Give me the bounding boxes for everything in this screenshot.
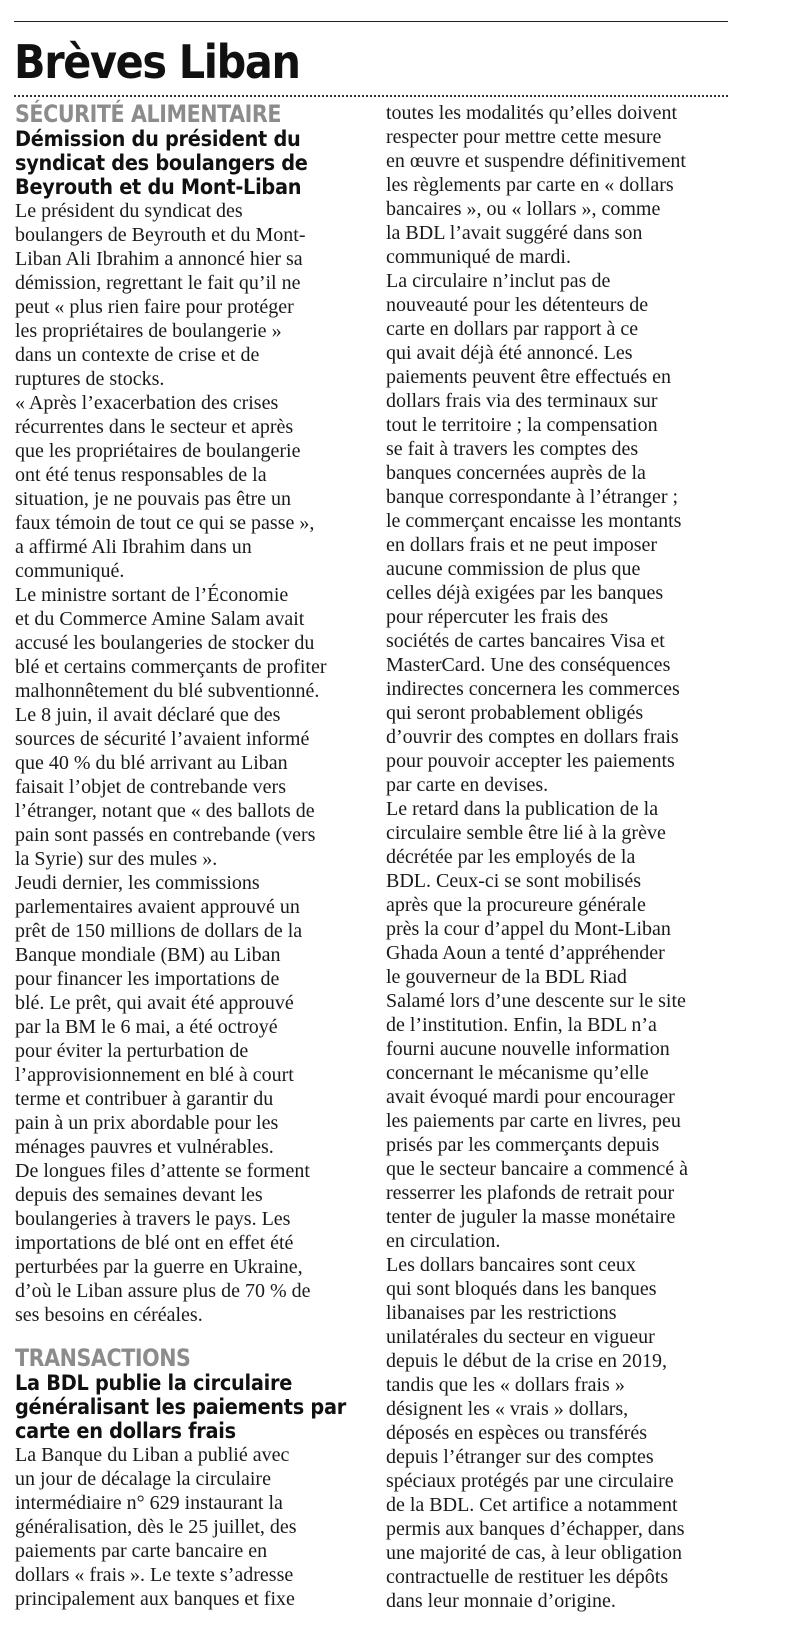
text-line: banque correspondante à l’étranger ;: [386, 486, 679, 508]
text-line: situation, je ne pouvais pas être un: [15, 488, 292, 510]
text-line: qui avait déjà été annoncé. Les: [386, 342, 633, 364]
article-transactions: [15, 1345, 360, 1611]
text-line: accusé les boulangeries de stocker du: [15, 632, 315, 654]
text-line: fourni aucune nouvelle information: [386, 1038, 670, 1060]
text-line: en dollars frais et ne peut imposer: [386, 534, 658, 556]
text-line: qui sont bloqués dans les banques: [386, 1278, 657, 1300]
text-line: boulangeries à travers le pays. Les: [15, 1208, 291, 1230]
text-line: dollars frais via des terminaux sur: [386, 390, 658, 412]
text-line: que les propriétaires de boulangerie: [15, 440, 301, 462]
text-line: sociétés de cartes bancaires Visa et: [386, 630, 665, 652]
text-line: permis aux banques d’échapper, dans: [386, 1518, 685, 1540]
text-line: Le ministre sortant de l’Économie: [15, 584, 289, 606]
text-line: d’ouvrir des comptes en dollars frais: [386, 726, 679, 748]
text-line: celles déjà exigées par les banques: [386, 582, 664, 604]
text-line: une majorité de cas, à leur obligation: [386, 1542, 683, 1564]
text-line: les paiements par carte en livres, peu: [386, 1110, 681, 1132]
text-line: concernant le mécanisme qu’elle: [386, 1062, 649, 1084]
text-line: pour pouvoir accepter les paiements: [386, 750, 675, 772]
text-line: communiqué de mardi.: [386, 246, 571, 268]
text-line: la BDL l’avait suggéré dans son: [386, 222, 643, 244]
text-line: désignent les « vrais » dollars,: [386, 1398, 629, 1420]
text-line: dans un contexte de crise et de: [15, 344, 260, 366]
text-line: décrétée par les employés de la: [386, 846, 636, 868]
text-line: de la BDL. Cet artifice a notamment: [386, 1494, 678, 1516]
article-food-security: [15, 101, 360, 1327]
text-line: pain à un prix abordable pour les: [15, 1112, 279, 1134]
text-line: en circulation.: [386, 1230, 501, 1252]
text-line: tandis que les « dollars frais »: [386, 1374, 625, 1396]
text-line: contractuelle de restituer les dépôts: [386, 1566, 669, 1588]
top-rule: [14, 21, 728, 22]
text-line: ménages pauvres et vulnérables.: [15, 1136, 274, 1158]
article-gap: [15, 1327, 360, 1345]
text-line: prisés par les commerçants depuis: [386, 1134, 660, 1156]
text-line: depuis l’étranger sur des comptes: [386, 1446, 654, 1468]
text-line: tenter de juguler la masse monétaire: [386, 1206, 676, 1228]
text-line: faux témoin de tout ce qui se passe »,: [15, 512, 315, 534]
headline-line: syndicat des boulangers de: [15, 151, 308, 175]
article-body-continued: [386, 101, 736, 1613]
text-line: ruptures de stocks.: [15, 368, 165, 390]
text-line: Jeudi dernier, les commissions: [15, 872, 260, 894]
text-line: par carte en devises.: [386, 774, 549, 796]
text-line: Le 8 juin, il avait déclaré que des: [15, 704, 281, 726]
text-line: que le secteur bancaire a commencé à: [386, 1158, 689, 1180]
text-line: avait évoqué mardi pour encourager: [386, 1086, 675, 1108]
text-line: depuis le début de la crise en 2019,: [386, 1350, 668, 1372]
text-line: BDL. Ceux-ci se sont mobilisés: [386, 870, 641, 892]
text-line: se fait à travers les comptes des: [386, 438, 639, 460]
text-line: « Après l’exacerbation des crises: [15, 392, 279, 414]
text-line: banques concernées auprès de la: [386, 462, 646, 484]
text-line: intermédiaire n° 629 instaurant la: [15, 1492, 283, 1514]
text-line: libanaises par les restrictions: [386, 1302, 617, 1324]
text-line: blé. Le prêt, qui avait été approuvé: [15, 992, 294, 1014]
text-line: MasterCard. Une des conséquences: [386, 654, 671, 676]
text-line: La Banque du Liban a publié avec: [15, 1444, 290, 1466]
text-line: depuis des semaines devant les: [15, 1184, 263, 1206]
text-line: perturbées par la guerre en Ukraine,: [15, 1256, 303, 1278]
text-line: ont été tenus responsables de la: [15, 464, 267, 486]
text-line: de l’institution. Enfin, la BDL n’a: [386, 1014, 657, 1036]
text-line: pain sont passés en contrebande (vers: [15, 824, 316, 846]
text-line: communiqué.: [15, 560, 125, 582]
text-line: a affirmé Ali Ibrahim dans un: [15, 536, 252, 558]
text-line: boulangers de Beyrouth et du Mont-: [15, 224, 306, 246]
text-line: tout le territoire ; la compensation: [386, 414, 658, 436]
text-line: unilatérales du secteur en vigueur: [386, 1326, 655, 1348]
text-line: Banque mondiale (BM) au Liban: [15, 944, 281, 966]
text-line: près la cour d’appel du Mont-Liban: [386, 918, 671, 940]
text-line: Les dollars bancaires sont ceux: [386, 1254, 636, 1276]
text-line: pour financer les importations de: [15, 968, 280, 990]
text-line: dollars « frais ». Le texte s’adresse: [15, 1564, 294, 1586]
headline-line: carte en dollars frais: [15, 1419, 236, 1443]
text-line: un jour de décalage la circulaire: [15, 1468, 271, 1490]
text-line: toutes les modalités qu’elles doivent: [386, 102, 678, 124]
text-line: Le président du syndicat des: [15, 200, 243, 222]
text-line: carte en dollars par rapport à ce: [386, 318, 639, 340]
article-headline: [15, 127, 360, 199]
text-line: aucune commission de plus que: [386, 558, 641, 580]
text-line: La circulaire n’inclut pas de: [386, 270, 611, 292]
text-line: le gouverneur de la BDL Riad: [386, 966, 627, 988]
article-kicker: TRANSACTIONS: [15, 1344, 191, 1372]
text-line: circulaire semble être lié à la grève: [386, 822, 666, 844]
text-line: nouveauté pour les détenteurs de: [386, 294, 649, 316]
text-line: paiements par carte bancaire en: [15, 1540, 268, 1562]
headline-line: Beyrouth et du Mont-Liban: [15, 175, 302, 199]
text-line: d’où le Liban assure plus de 70 % de: [15, 1280, 311, 1302]
headline-line: Démission du président du: [15, 127, 301, 151]
text-line: pour répercuter les frais des: [386, 606, 609, 628]
text-line: que 40 % du blé arrivant au Liban: [15, 752, 288, 774]
text-line: resserrer les plafonds de retrait pour: [386, 1182, 675, 1204]
article-body: [15, 1443, 360, 1611]
text-line: l’étranger, notant que « des ballots de: [15, 800, 315, 822]
text-line: démission, regrettant le fait qu’il ne: [15, 272, 301, 294]
text-line: les propriétaires de boulangerie »: [15, 320, 282, 342]
text-line: De longues files d’attente se forment: [15, 1160, 310, 1182]
text-line: récurrentes dans le secteur et après: [15, 416, 294, 438]
text-line: la Syrie) sur des mules ».: [15, 848, 218, 870]
text-line: spéciaux protégés par une circulaire: [386, 1470, 674, 1492]
article-kicker: SÉCURITÉ ALIMENTAIRE: [15, 100, 282, 128]
article-headline: [15, 1371, 360, 1443]
text-line: principalement aux banques et fixe: [15, 1588, 295, 1610]
text-line: par la BM le 6 mai, a été octroyé: [15, 1016, 278, 1038]
text-line: respecter pour mettre cette mesure: [386, 126, 662, 148]
text-line: importations de blé ont en effet été: [15, 1232, 294, 1254]
text-line: dans leur monnaie d’origine.: [386, 1590, 616, 1612]
text-line: bancaires », ou « lollars », comme: [386, 198, 661, 220]
text-line: Liban Ali Ibrahim a annoncé hier sa: [15, 248, 303, 270]
page-title: Brèves Liban: [14, 35, 300, 89]
text-line: après que la procureure générale: [386, 894, 646, 916]
text-line: Ghada Aoun a tenté d’appréhender: [386, 942, 665, 964]
text-line: indirectes concernera les commerces: [386, 678, 680, 700]
text-line: blé et certains commerçants de profiter: [15, 656, 327, 678]
text-line: malhonnêtement du blé subventionné.: [15, 680, 320, 702]
text-line: qui seront probablement obligés: [386, 702, 644, 724]
headline-line: généralisant les paiements par: [15, 1395, 346, 1419]
left-column: [15, 101, 360, 1611]
text-line: en œuvre et suspendre définitivement: [386, 150, 686, 172]
text-line: sources de sécurité l’avaient informé: [15, 728, 310, 750]
text-line: déposés en espèces ou transférés: [386, 1422, 648, 1444]
text-line: terme et contribuer à garantir du: [15, 1088, 274, 1110]
text-line: pour éviter la perturbation de: [15, 1040, 249, 1062]
headline-line: La BDL publie la circulaire: [15, 1371, 293, 1395]
text-line: les règlements par carte en « dollars: [386, 174, 674, 196]
text-line: généralisation, dès le 25 juillet, des: [15, 1516, 297, 1538]
right-column: [386, 101, 736, 1613]
article-body: [15, 199, 360, 1327]
text-line: paiements peuvent être effectués en: [386, 366, 672, 388]
text-line: peut « plus rien faire pour protéger: [15, 296, 294, 318]
text-line: Salamé lors d’une descente sur le site: [386, 990, 686, 1012]
text-line: ses besoins en céréales.: [15, 1304, 203, 1326]
text-line: faisait l’objet de contrebande vers: [15, 776, 286, 798]
text-line: et du Commerce Amine Salam avait: [15, 608, 305, 630]
text-line: prêt de 150 millions de dollars de la: [15, 920, 303, 942]
text-line: l’approvisionnement en blé à court: [15, 1064, 294, 1086]
text-line: Le retard dans la publication de la: [386, 798, 659, 820]
dotted-separator: [14, 95, 728, 97]
text-line: parlementaires avaient approuvé un: [15, 896, 300, 918]
text-line: le commerçant encaisse les montants: [386, 510, 682, 532]
